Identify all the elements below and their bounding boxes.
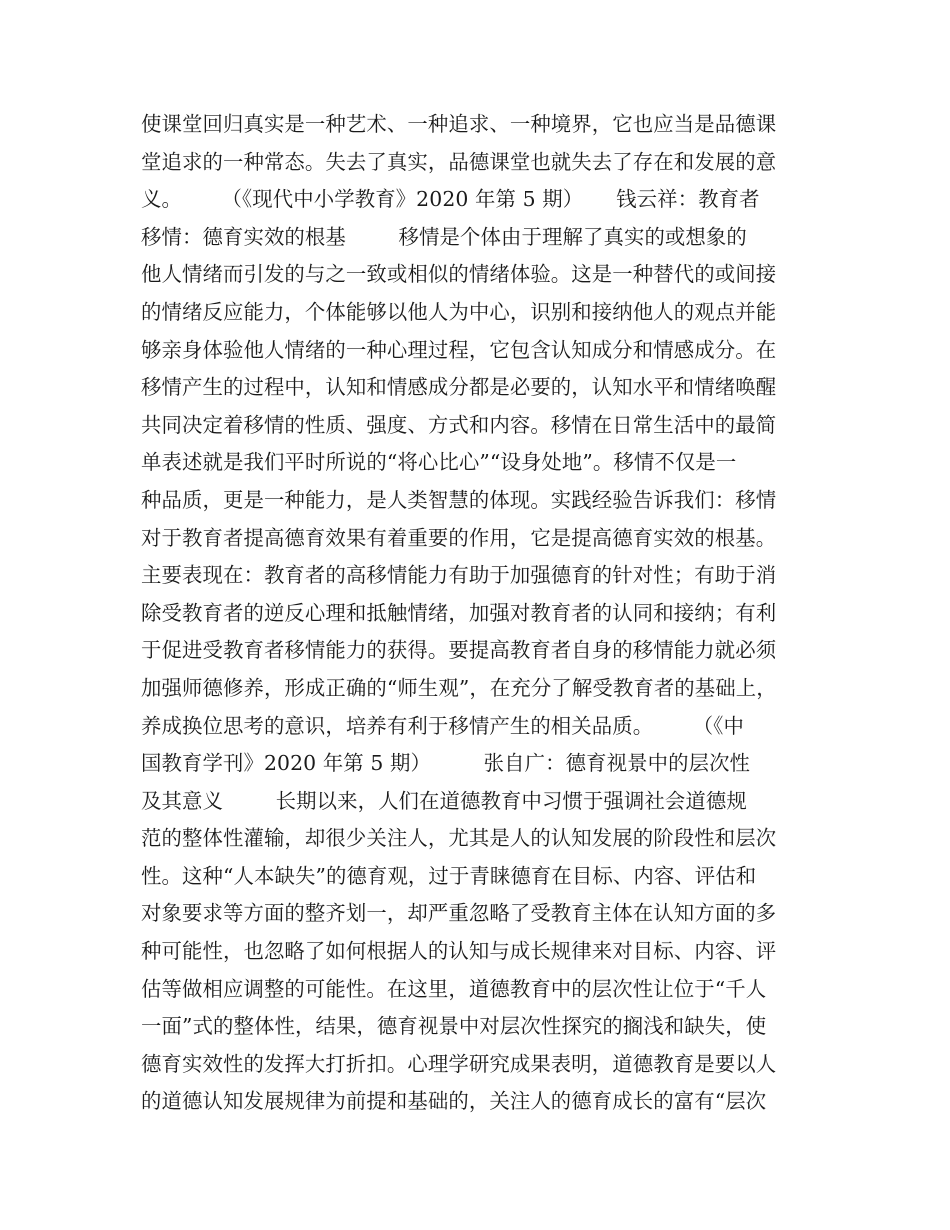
text-line: 使课堂回归真实是一种艺术、一种追求、一种境界，它也应当是品德课: [141, 112, 777, 136]
text-line: 估等做相应调整的可能性。在这里，道德教育中的层次性让位于“千人: [141, 976, 767, 1001]
text-line: 主要表现在：教育者的高移情能力有助于加强德育的针对性；有助于消: [141, 563, 777, 588]
text-line: 义。 （《现代中小学教育》2020 年第 5 期） 钱云祥：教育者: [141, 187, 760, 212]
text-line: 一面”式的整体性，结果，德育视景中对层次性探究的搁浅和缺失，使: [141, 1014, 767, 1039]
text-line: 堂追求的一种常态。失去了真实，品德课堂也就失去了存在和发展的意: [141, 149, 777, 174]
text-line: 范的整体性灌输，却很少关注人，尤其是人的认知发展的阶段性和层次: [141, 826, 777, 851]
text-line: 种可能性，也忽略了如何根据人的认知与成长规律来对目标、内容、评: [141, 939, 777, 964]
text-line: 于促进受教育者移情能力的获得。要提高教育者自身的移情能力就必须: [141, 638, 777, 663]
text-line: 及其意义 长期以来，人们在道德教育中习惯于强调社会道德规: [141, 788, 747, 813]
text-line: 对象要求等方面的整齐划一，却严重忽略了受教育主体在认知方面的多: [141, 901, 777, 926]
text-line: 德育实效性的发挥大打折扣。心理学研究成果表明，道德教育是要以人: [141, 1051, 777, 1076]
text-line: 移情产生的过程中，认知和情感成分都是必要的，认知水平和情绪唤醒: [141, 375, 777, 400]
text-line: 他人情绪而引发的与之一致或相似的情绪体验。这是一种替代的或间接: [141, 262, 777, 287]
text-line: 加强师德修养，形成正确的“师生观”，在充分了解受教育者的基础上，: [141, 675, 777, 700]
text-line: 共同决定着移情的性质、强度、方式和内容。移情在日常生活中的最简: [141, 412, 777, 437]
text-line: 的情绪反应能力，个体能够以他人为中心，识别和接纳他人的观点并能: [141, 299, 777, 324]
text-line: 除受教育者的逆反心理和抵触情绪，加强对教育者的认同和接纳；有利: [141, 600, 777, 625]
text-line: 的道德认知发展规律为前提和基础的，关注人的德育成长的富有“层次: [141, 1089, 767, 1114]
text-line: 单表述就是我们平时所说的“将心比心”“设身处地”。移情不仅是一: [141, 450, 737, 475]
text-line: 对于教育者提高德育效果有着重要的作用，它是提高德育实效的根基。: [141, 525, 777, 550]
text-line: 够亲身体验他人情绪的一种心理过程，它包含认知成分和情感成分。在: [141, 337, 777, 362]
text-line: 移情：德育实效的根基 移情是个体由于理解了真实的或想象的: [141, 224, 747, 249]
text-line: 养成换位思考的意识，培养有利于移情产生的相关品质。 （《中: [141, 713, 745, 738]
text-line: 种品质，更是一种能力，是人类智慧的体现。实践经验告诉我们：移情: [141, 487, 777, 512]
text-line: 国教育学刊》2020 年第 5 期） 张自广：德育视景中的层次性: [141, 751, 751, 776]
body-text: [141, 106, 841, 1121]
text-line: 性。这种“人本缺失”的德育观，过于青睐德育在目标、内容、评估和: [141, 863, 757, 888]
